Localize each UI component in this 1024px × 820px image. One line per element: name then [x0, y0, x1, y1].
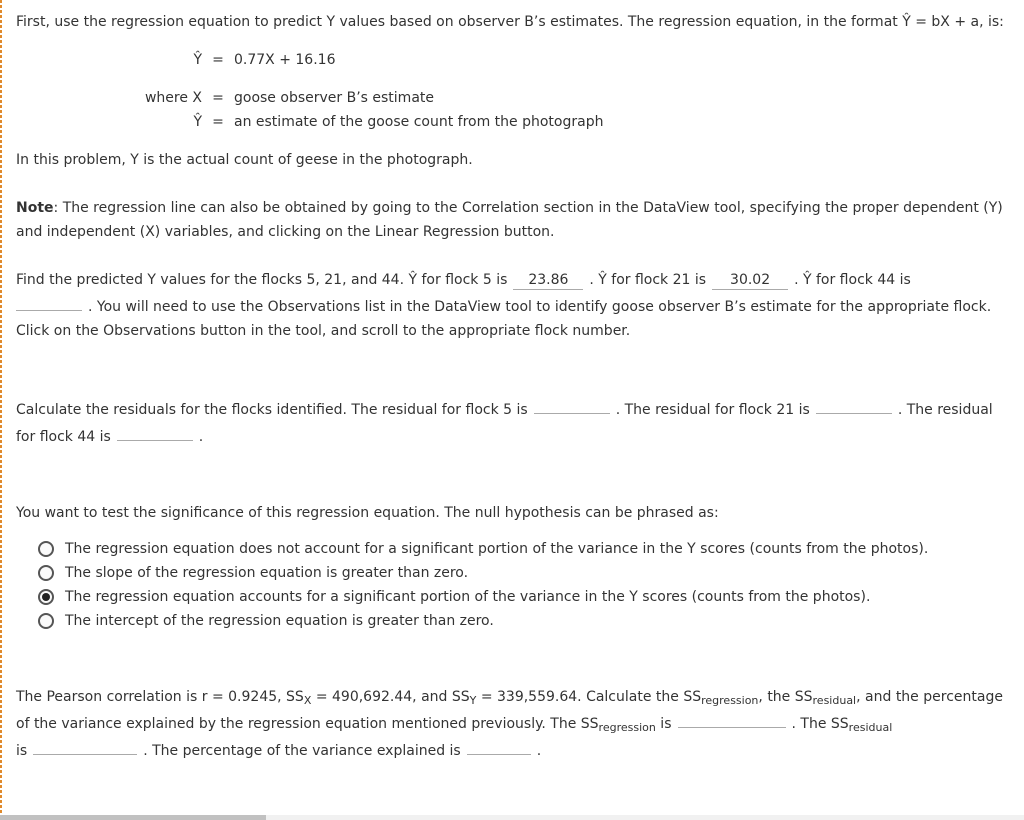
pearson-text: is — [655, 716, 672, 732]
definition-rhs: an estimate of the goose count from the photograph — [234, 114, 604, 130]
flock5-residual-input[interactable] — [534, 395, 610, 414]
equation-row — [136, 48, 1012, 72]
definition-equals: = — [212, 114, 224, 130]
equation-rhs: 0.77X + 16.16 — [234, 52, 336, 68]
note-text: : The regression line can also be obtained by going to the Correlation section in the DataView tool, specifying the proper dependent (Y) and independent (X) variables, and clicking on the Linear Regression button. — [16, 200, 1003, 240]
pearson-subscript: residual — [848, 721, 893, 734]
horizontal-scrollbar[interactable] — [0, 815, 1024, 820]
hypothesis-option[interactable] — [38, 609, 1012, 633]
pearson-subscript: regression — [598, 721, 656, 734]
definition-row — [136, 110, 1012, 134]
scrollbar-thumb[interactable] — [0, 815, 266, 820]
residuals-text: . The residual for flock 44 is — [16, 402, 993, 445]
residuals-paragraph — [16, 395, 1012, 449]
radio-button[interactable] — [38, 565, 54, 581]
pearson-text: . The percentage of the variance explained is — [143, 743, 461, 759]
definition-rhs: goose observer B’s estimate — [234, 90, 434, 106]
question-content — [16, 10, 1012, 763]
radio-button[interactable] — [38, 613, 54, 629]
problem-note: In this problem, Y is the actual count of geese in the photograph. — [16, 152, 473, 168]
ss-regression-input[interactable] — [678, 709, 786, 728]
definition-lhs: Ŷ — [193, 114, 202, 130]
residuals-text: . — [198, 429, 204, 445]
radio-button[interactable] — [38, 541, 54, 557]
definition-row — [136, 86, 1012, 110]
regression-equation-block — [136, 48, 1012, 134]
variance-percent-input[interactable] — [467, 736, 531, 755]
predict-text: . Ŷ for flock 44 is — [794, 272, 911, 288]
pearson-subscript: Y — [469, 694, 477, 707]
pearson-text: = 339,559.64. Calculate the SS — [476, 689, 702, 705]
equation-equals: = — [212, 52, 224, 68]
pearson-text: The Pearson correlation is r = 0.9245, SS — [16, 689, 304, 705]
pearson-subscript: regression — [701, 694, 759, 707]
flock21-residual-input[interactable] — [816, 395, 892, 414]
pearson-paragraph — [16, 685, 1012, 763]
flock44-residual-input[interactable] — [117, 422, 193, 441]
ss-residual-input[interactable] — [33, 736, 137, 755]
equation-lhs: Ŷ — [193, 52, 202, 68]
pearson-text: , the SS — [758, 689, 813, 705]
predict-text: . You will need to use the Observations list in the DataView tool to identify goose observer B’s estimate for the appropriate flock. Click on the Observations button in the tool, and scroll to the appropriate flock number. — [16, 299, 992, 339]
pearson-text: . — [536, 743, 542, 759]
hypothesis-option[interactable] — [38, 537, 1012, 561]
radio-button[interactable] — [38, 589, 54, 605]
intro-text: First, use the regression equation to predict Y values based on observer B’s estimates. The regression equation, in the format Ŷ = bX + a, is: — [16, 14, 1004, 30]
option-label: The slope of the regression equation is greater than zero. — [65, 565, 469, 581]
flock21-prediction-input[interactable]: 30.02 — [712, 271, 788, 290]
predict-text: Find the predicted Y values for the flocks 5, 21, and 44. Ŷ for flock 5 is — [16, 272, 508, 288]
pearson-text: . The SS — [791, 716, 849, 732]
note-paragraph — [16, 196, 1012, 244]
hypothesis-options — [38, 537, 1012, 633]
pearson-text: is — [16, 743, 28, 759]
option-label: The intercept of the regression equation is greater than zero. — [65, 613, 494, 629]
predict-text: . Ŷ for flock 21 is — [589, 272, 707, 288]
hypothesis-option[interactable] — [38, 585, 1012, 609]
hypothesis-option[interactable] — [38, 561, 1012, 585]
note-label: Note — [16, 200, 54, 216]
left-border-rule — [0, 0, 2, 820]
flock44-prediction-input[interactable] — [16, 292, 82, 311]
pearson-text: = 490,692.44, and SS — [311, 689, 470, 705]
definition-lhs: where X — [144, 90, 202, 106]
option-label: The regression equation accounts for a significant portion of the variance in the Y scores (counts from the photos). — [65, 589, 871, 605]
definition-equals: = — [212, 90, 224, 106]
pearson-text: , and the percentage of the variance explained by the regression equation mentioned previously. The SS — [16, 689, 1003, 732]
pearson-subscript: X — [303, 694, 312, 707]
residuals-text: . The residual for flock 21 is — [615, 402, 810, 418]
pearson-subscript: residual — [812, 694, 857, 707]
flock5-prediction-input[interactable]: 23.86 — [513, 271, 583, 290]
hypothesis-prompt: You want to test the significance of this regression equation. The null hypothesis can be phrased as: — [16, 505, 719, 521]
residuals-text: Calculate the residuals for the flocks identified. The residual for flock 5 is — [16, 402, 528, 418]
option-label: The regression equation does not account for a significant portion of the variance in the Y scores (counts from the photos). — [65, 541, 929, 557]
predict-paragraph — [16, 268, 1012, 343]
